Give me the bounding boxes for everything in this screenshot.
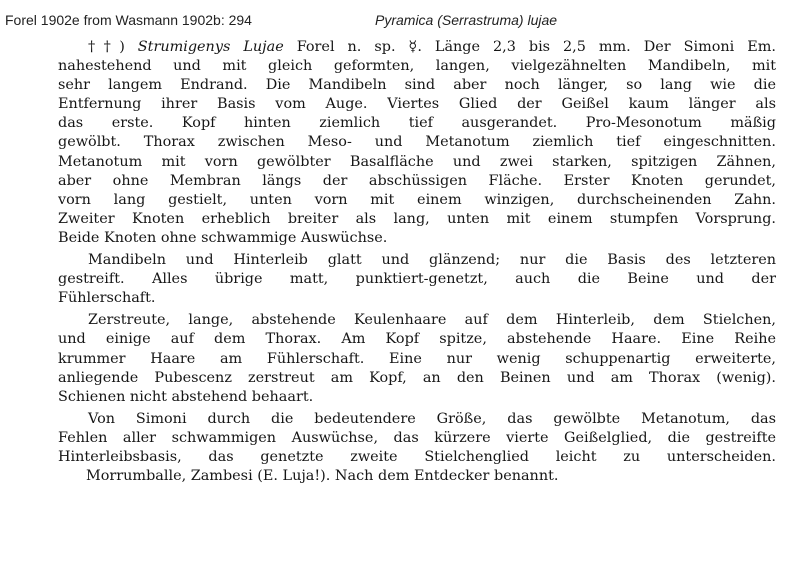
text-line: Metanotum mit vorn gewölbter Basalfläche und zwei starken, spitzigen Zähnen, — [58, 153, 776, 170]
text-line: gestreift. Alles übrige matt, punktiert-genetzt, auch die Beine und der — [58, 271, 776, 288]
text-line: Beide Knoten ohne schwammige Auswüchse. — [58, 229, 388, 246]
text-line: Fehlen aller schwammigen Auswüchse, das kürzere vierte Geißelglied, die gestreifte — [58, 429, 776, 446]
text-line: Morrumballe, Zambesi (E. Luja!). Nach dem Entdecker benannt. — [86, 468, 559, 485]
text-line: ††) Strumigenys Lujae Forel n. sp. ☿. Länge 2,3 bis 2,5 mm. Der Simoni Em. — [88, 39, 776, 55]
text-line: vorn lang gestielt, unten vorn mit einem winzigen, durchscheinenden Zahn. — [58, 191, 776, 208]
header-source-citation: Forel 1902e from Wasmann 1902b: 294 — [5, 12, 252, 28]
text-line: gewölbt. Thorax zwischen Meso- und Metanotum ziemlich tief eingeschnitten. — [58, 134, 776, 151]
text-line: Schienen nicht abstehend behaart. — [58, 388, 314, 405]
text-line: Zerstreute, lange, abstehende Keulenhaare auf dem Hinterleib, dem Stielchen, — [88, 312, 776, 329]
text-line: Von Simoni durch die bedeutendere Größe, das gewölbte Metanotum, das — [88, 410, 776, 427]
text-line: nahestehend und mit gleich geformten, langen, vielgezähnelten Mandibeln, mit — [58, 58, 776, 75]
text-line: anliegende Pubescenz zerstreut am Kopf, an den Beinen und am Thorax (wenig). — [58, 369, 776, 386]
text-line: Zweiter Knoten erheblich breiter als lang, unten mit einem stumpfen Vorsprung. — [58, 210, 776, 227]
text-line: und einige auf dem Thorax. Am Kopf spitze, abstehende Haare. Eine Reihe — [58, 331, 776, 348]
text-line: Entfernung ihrer Basis vom Auge. Viertes Glied der Geißel kaum länger als — [58, 96, 776, 113]
text-line: Mandibeln und Hinterleib glatt und glänzend; nur die Basis des letzteren — [88, 252, 776, 269]
text-line: Hinterleibsbasis, das genetzte zweite Stielchenglied leicht zu unterscheiden. — [58, 448, 776, 465]
header-taxon-name: Pyramica (Serrastruma) lujae — [375, 12, 558, 28]
text-line: krummer Haare am Fühlerschaft. Eine nur wenig schuppenartig erweiterte, — [58, 350, 776, 367]
text-line: Fühlerschaft. — [58, 290, 156, 307]
document-text — [58, 38, 776, 486]
text-line: aber ohne Membran längs der abschüssigen Fläche. Erster Knoten gerundet, — [58, 172, 776, 189]
text-line: das erste. Kopf hinten ziemlich tief ausgerandet. Pro-Mesonotum mäßig — [58, 115, 776, 132]
text-line: sehr langem Endrand. Die Mandibeln sind aber noch länger, so lang wie die — [58, 77, 776, 94]
